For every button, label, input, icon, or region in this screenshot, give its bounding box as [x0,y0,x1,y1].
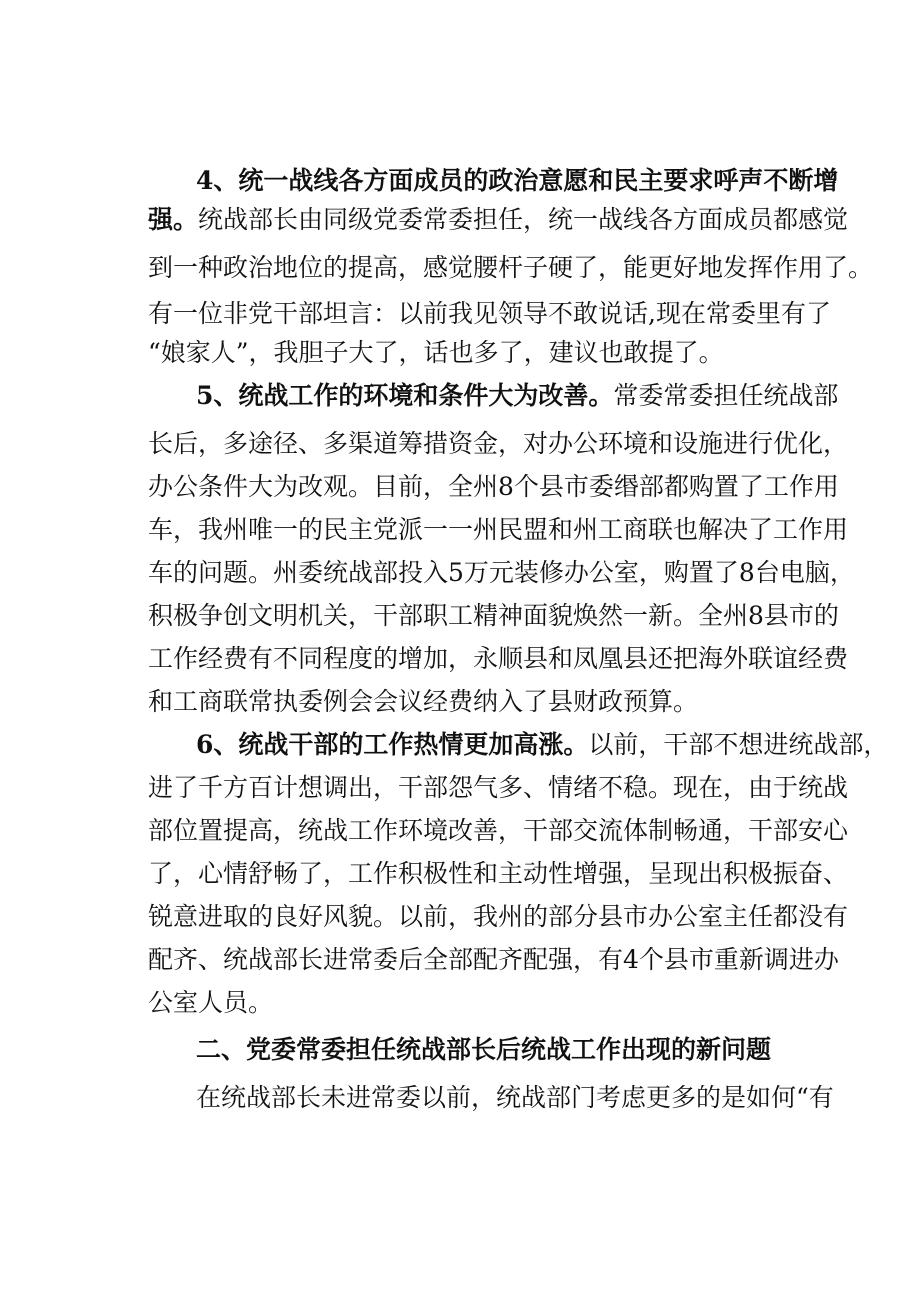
para-heading-6: 6、统战干部的工作热情更加高涨。 [196,730,589,759]
paragraph-line: 积极争创文明机关，干部职工精神面貌焕然一新。全州8县市的 [148,601,839,630]
paragraph-line: 在统战部长未进常委以前，统战部门考虑更多的是如何“有 [196,1083,834,1112]
paragraph-line: 到一种政治地位的提高，感觉腰杆子硬了，能更好地发挥作用了。 [148,253,874,282]
paragraph-line: “娘家人”，我胆子大了，话也多了，建议也敢提了。 [148,338,724,367]
paragraph-line: 公室人员。 [148,988,274,1017]
paragraph-line: 锐意进取的良好风貌。以前，我州的部分县市办公室主任都没有 [148,902,849,931]
para-heading-4: 4、统一战线各方面成员的政治意愿和民主要求呼声不断增 [196,166,839,195]
paragraph-line: 车，我州唯一的民主党派一一州民盟和州工商联也解决了工作用 [148,515,849,544]
paragraph-line: 部位置提高，统战工作环境改善，干部交流体制畅通，干部安心 [148,816,849,845]
paragraph-line: 工作经费有不同程度的增加，永顺县和凤凰县还把海外联谊经费 [148,644,849,673]
paragraph-line: 车的问题。州委统战部投入5万元装修办公室，购置了8台电脑， [148,558,855,587]
paragraph-line: 配齐、统战部长进常委后全部配齐配强，有4个县市重新调进办 [148,945,839,974]
paragraph-line: 6、统战干部的工作热情更加高涨。以前，干部不想进统战部， [196,730,889,759]
paragraph-line: 长后，多途径、多渠道筹措资金，对办公环境和设施进行优化， [148,429,849,458]
paragraph-line: 进了千方百计想调出，干部怨气多、情绪不稳。现在，由于统战 [148,773,849,802]
paragraph-line: 和工商联常执委例会会议经费纳入了县财政预算。 [148,687,699,716]
para-heading-5: 5、统战工作的环境和条件大为改善。 [196,381,614,410]
section-heading: 二、党委常委担任统战部长后统战工作出现的新问题 [196,1035,772,1064]
paragraph-line: 办公条件大为改观。目前，全州8个县市委缗部都购置了工作用 [148,472,839,501]
paragraph-line: 强。统战部长由同级党委常委担任，统一战线各方面成员都感觉 [148,205,849,234]
paragraph-line: 有一位非党干部坦言：以前我见领导不敢说话,现在常委里有了 [148,299,831,328]
paragraph-line: 5、统战工作的环境和条件大为改善。常委常委担任统战部 [196,381,839,410]
paragraph-line [196,164,838,198]
paragraph-line: 了，心情舒畅了，工作积极性和主动性增强，呈现出积极振奋、 [148,859,849,888]
